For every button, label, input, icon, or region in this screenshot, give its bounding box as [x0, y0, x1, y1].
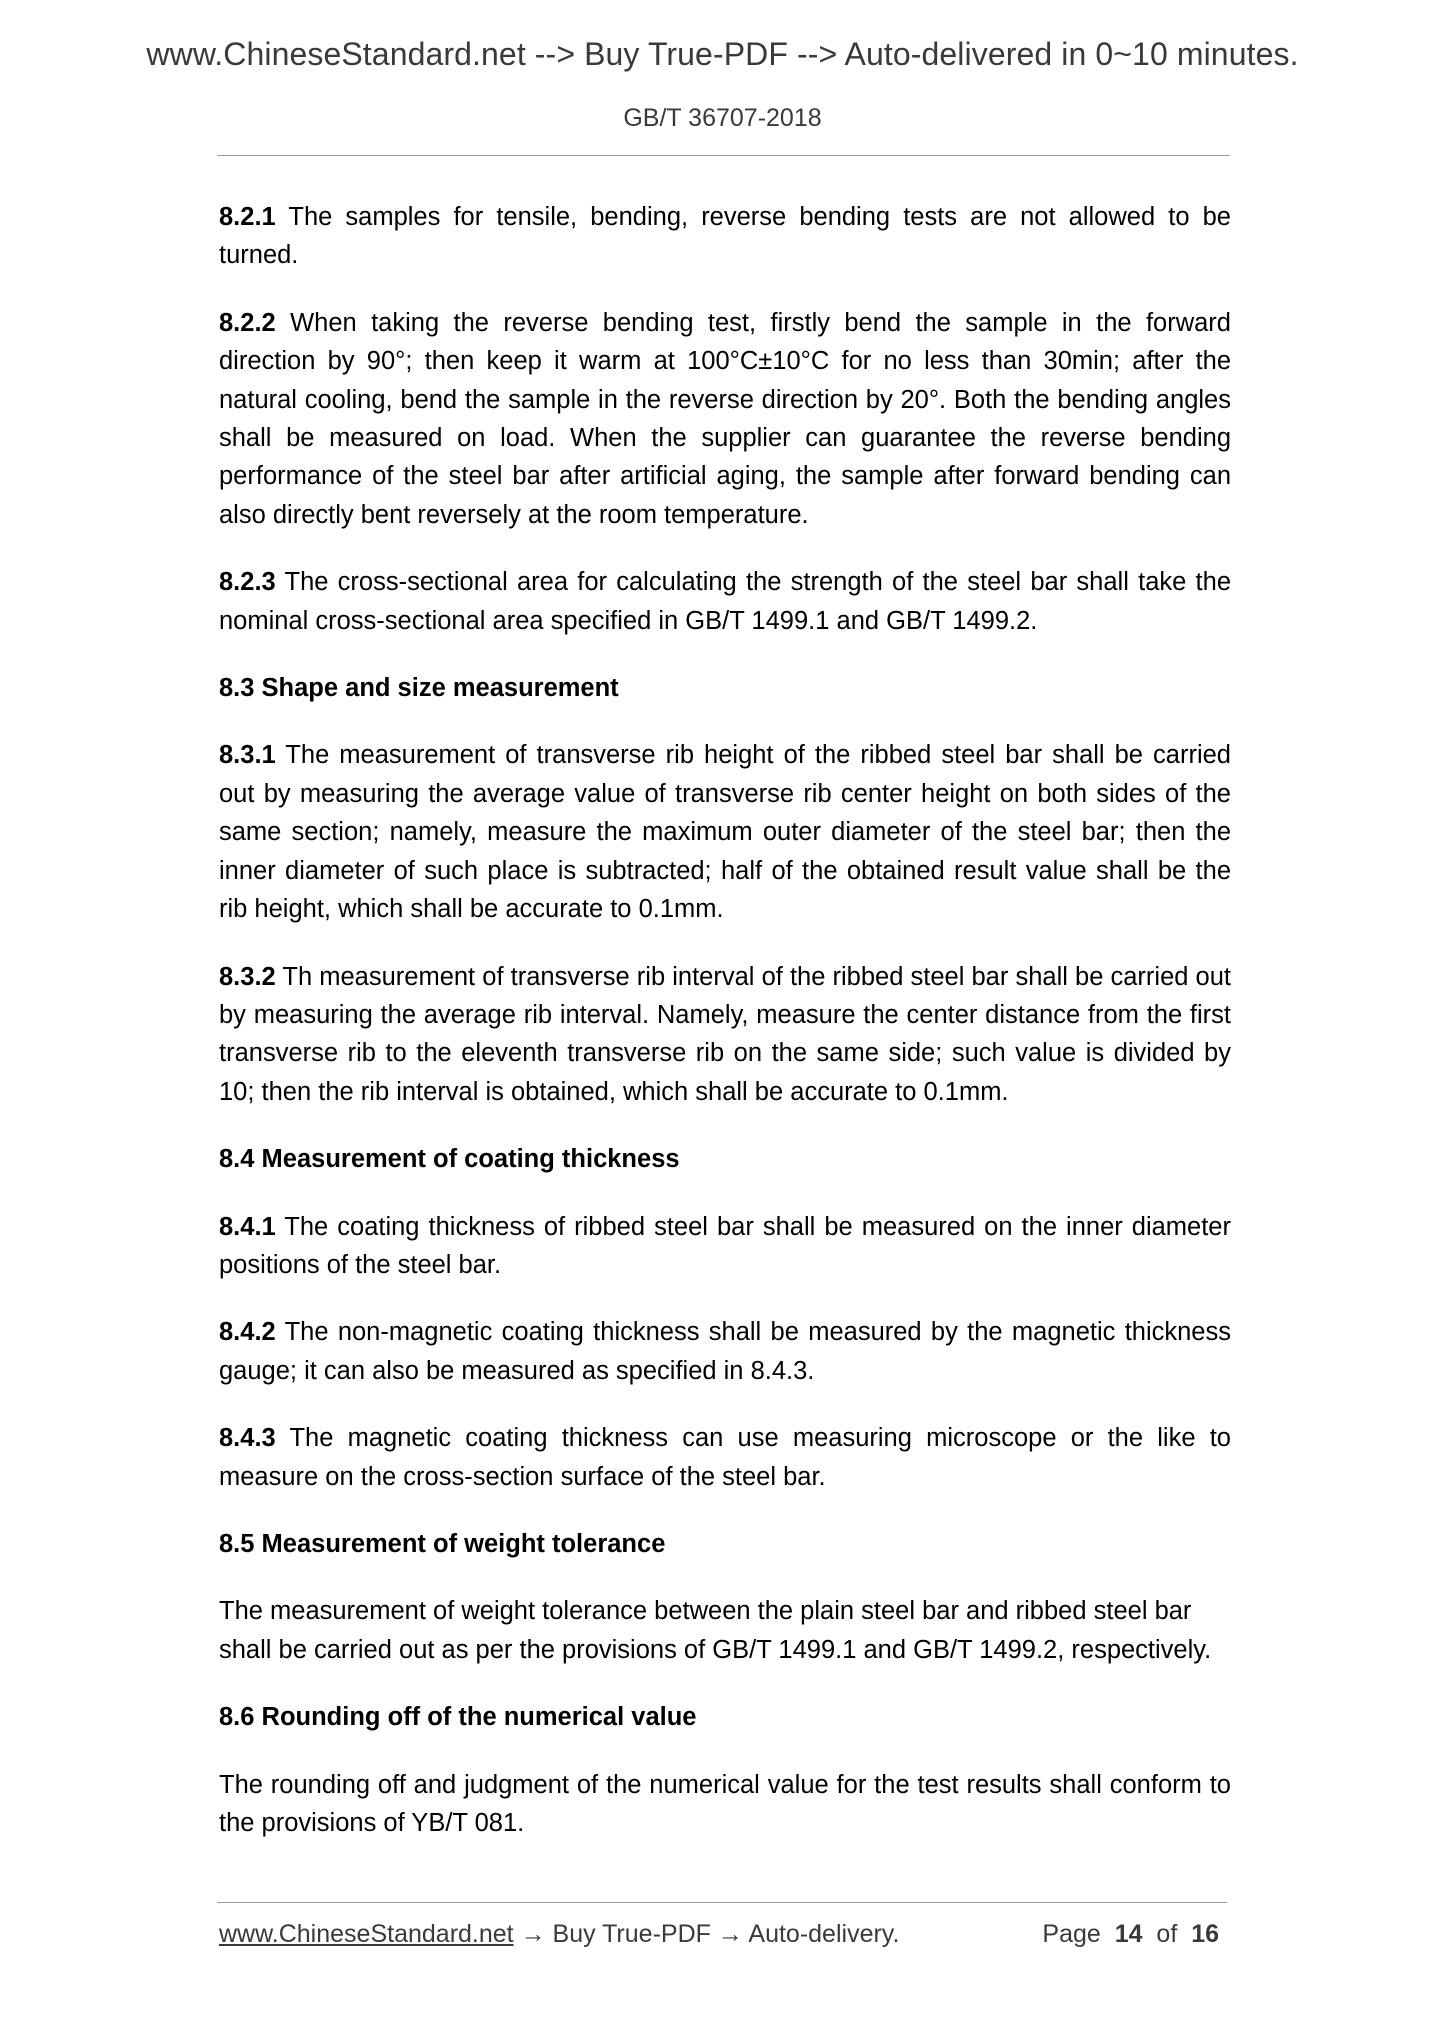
document-code: GB/T 36707-2018: [623, 104, 822, 132]
section-heading-8-6: 8.6 Rounding off of the numerical value: [219, 1703, 697, 1732]
clause-text: The coating thickness of ribbed steel bar shall be measured on the inner diameter positions of the steel bar.: [219, 1212, 1231, 1279]
clause-8-6-text: The rounding off and judgment of the numerical value for the test results shall conform to the provisions of YB/T 081.: [219, 1770, 1231, 1837]
clause-8-4-2: [219, 1313, 1231, 1390]
footer-site-link[interactable]: www.ChineseStandard.net: [219, 1920, 514, 1948]
clause-number: 8.2.1: [219, 203, 276, 231]
section-heading-8-4: 8.4 Measurement of coating thickness: [219, 1145, 680, 1174]
clause-text: Th measurement of transverse rib interval of the ribbed steel bar shall be carried out by measuring the average rib interval. Namely, measure the center distance from the first transverse rib to the eleventh transverse rib on the same side; such value is divided by 10; then the rib interval is obtained, which shall be accurate to 0.1mm.: [219, 962, 1231, 1106]
clause-number: 8.4.2: [219, 1318, 276, 1347]
clause-8-4-1: [219, 1208, 1231, 1285]
page-of: of: [1156, 1920, 1178, 1948]
clause-text: The cross-sectional area for calculating the strength of the steel bar shall take the nominal cross-sectional area specified in GB/T 1499.1 and GB/T 1499.2.: [219, 568, 1231, 635]
clause-number: 8.4.1: [219, 1212, 276, 1241]
section-heading-8-3: 8.3 Shape and size measurement: [219, 674, 619, 703]
clause-number: 8.4.3: [219, 1424, 276, 1453]
page-indicator: [1042, 1920, 1219, 1949]
clause-number: 8.2.2: [219, 308, 276, 337]
clause-8-4-3: [219, 1419, 1231, 1496]
clause-8-3-2: [219, 958, 1231, 1112]
clause-8-2-1: [219, 198, 1231, 275]
page-footer: [219, 1920, 1229, 1949]
footer-divider: [217, 1902, 1227, 1903]
page-total: 16: [1191, 1920, 1219, 1948]
clause-8-3-1: [219, 736, 1231, 928]
clause-number: 8.3.2: [219, 962, 276, 991]
clause-number: 8.3.1: [219, 741, 276, 770]
clause-text: The magnetic coating thickness can use measuring microscope or the like to measure on the cross-section surface of the steel bar.: [219, 1424, 1231, 1491]
clause-text: The non-magnetic coating thickness shall be measured by the magnetic thickness gauge; it can also be measured as specified in 8.4.3.: [219, 1318, 1231, 1385]
clause-text: When taking the reverse bending test, firstly bend the sample in the forward direction by 90°; then keep it warm at 100°C±10°C for no less than 30min; after the natural cooling, bend the sample in the reverse direction by 20°. Both the bending angles shall be measured on load. When the supplier can guarantee the reverse bending performance of the steel bar after artificial aging, the sample after forward bending can also directly bent reversely at the room temperature.: [219, 308, 1231, 529]
document-body: [219, 198, 1231, 1871]
clause-8-2-2: [219, 304, 1231, 534]
footer-tagline: → Buy True-PDF → Auto-delivery.: [513, 1920, 900, 1948]
clause-text: The samples for tensile, bending, reverse bending tests are not allowed to be turned.: [219, 203, 1231, 270]
page-current: 14: [1114, 1920, 1143, 1948]
header-divider: [217, 155, 1230, 156]
clause-8-5-text: The measurement of weight tolerance between the plain steel bar and ribbed steel bar shall be carried out as per the provisions of GB/T 1499.1 and GB/T 1499.2, respectively.: [219, 1597, 1212, 1664]
page-label: Page: [1042, 1920, 1101, 1948]
section-heading-8-5: 8.5 Measurement of weight tolerance: [219, 1529, 666, 1558]
clause-text: The measurement of transverse rib height of the ribbed steel bar shall be carried out by measuring the average value of transverse rib center height on both sides of the same section; namely, measure the maximum outer diameter of the steel bar; then the inner diameter of such place is subtracted; half of the obtained result value shall be the rib height, which shall be accurate to 0.1mm.: [219, 741, 1231, 924]
clause-8-2-3: [219, 563, 1231, 640]
top-banner: www.ChineseStandard.net --> Buy True-PDF --> Auto-delivered in 0~10 minutes.: [146, 36, 1299, 72]
clause-number: 8.2.3: [219, 568, 276, 597]
